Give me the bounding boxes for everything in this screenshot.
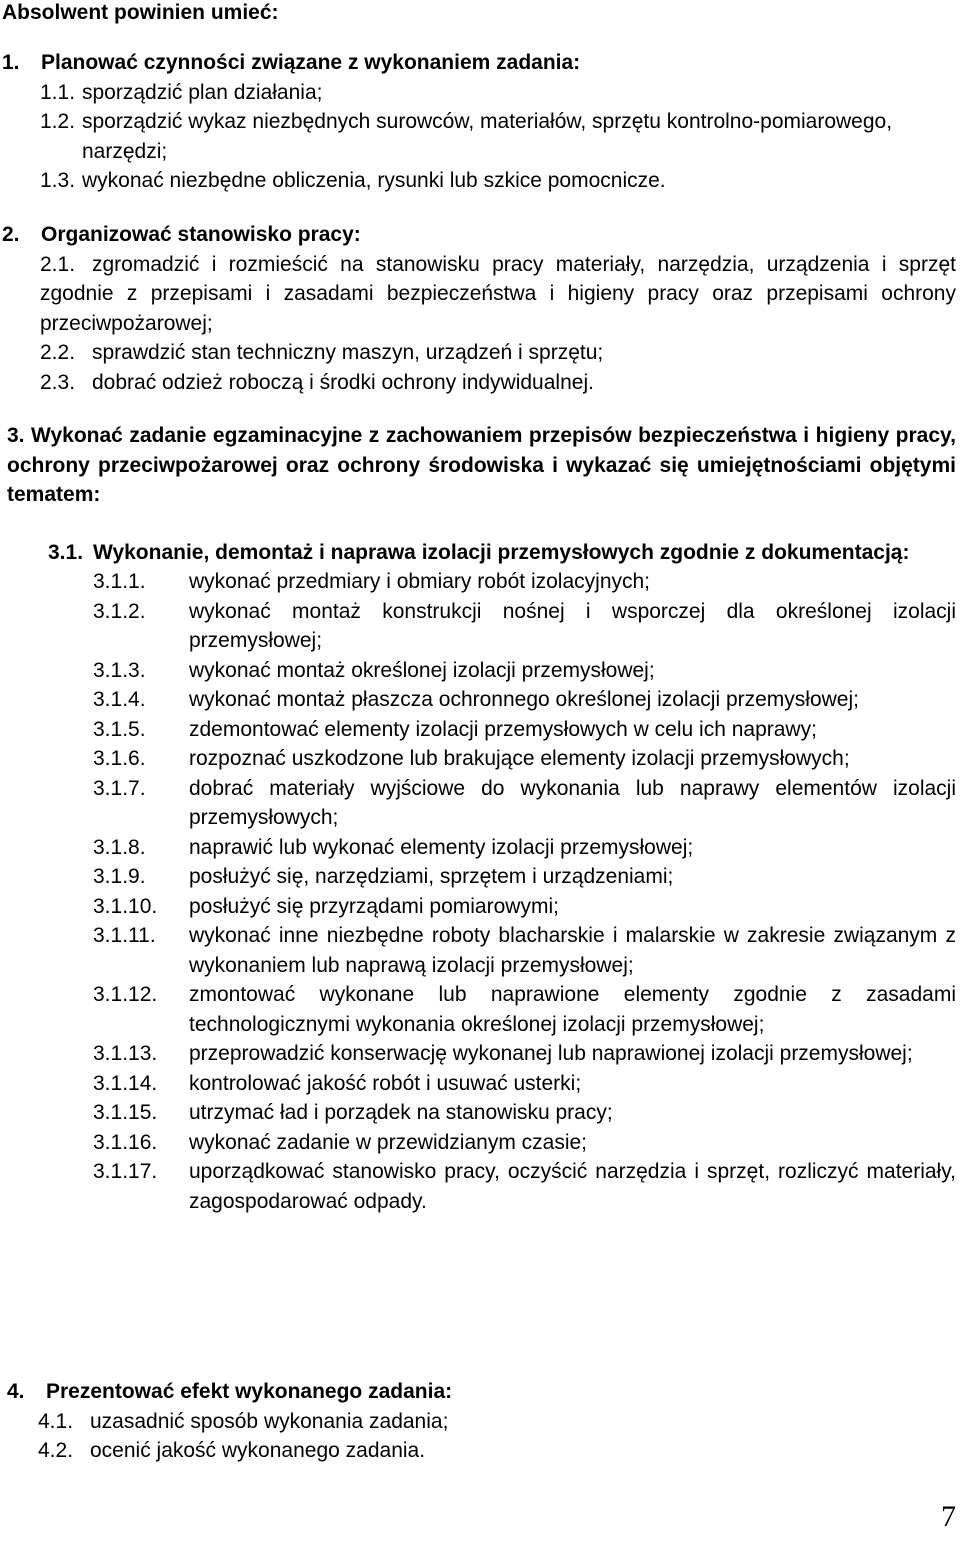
item-text: dobrać odzież roboczą i środki ochrony indywidualnej. (92, 370, 594, 394)
item-text: rozpoznać uszkodzone lub brakujące elementy izolacji przemysłowych; (189, 747, 850, 770)
list-item (0, 250, 956, 339)
section-1-title: Planować czynności związane z wykonaniem zadania: (41, 51, 581, 74)
item-number: 4.2. (38, 1439, 74, 1462)
item-text: posłużyć się przyrządami pomiarowymi; (189, 894, 559, 918)
item-text: kontrolować jakość robót i usuwać usterki; (189, 1071, 582, 1095)
subsection-number: 3.1. (48, 540, 84, 564)
list-item (93, 774, 956, 833)
section-1-title-row (0, 48, 956, 78)
section-3-number: 3. (7, 424, 25, 447)
document-heading: Absolwent powinien umieć: (2, 1, 279, 24)
item-text: uporządkować stanowisko pracy, oczyścić narzędzia i sprzęt, rozliczyć materiały, zagospodarować odpady. (189, 1160, 956, 1213)
section-4 (0, 1377, 956, 1466)
item-text: sporządzić wykaz niezbędnych surowców, materiałów, sprzętu kontrolno-pomiarowego, narzędzi; (82, 110, 893, 163)
section-2-title: Organizować stanowisko pracy: (41, 223, 361, 246)
item-text: zgromadzić i rozmieścić na stanowisku pracy materiały, narzędzia, urządzenia i sprzęt zgodnie z przepisami i zasadami bezpieczeństwa i higieny pracy oraz przepisami ochrony przeciwpożarowej; (40, 252, 956, 335)
section-4-title: Prezentować efekt wykonanego zadania: (46, 1380, 453, 1403)
section-4-title-row (0, 1377, 956, 1407)
list-item (93, 1039, 956, 1069)
item-text: zmontować wykonane lub naprawione elementy zgodnie z zasadami technologicznymi wykonania określonej izolacji przemysłowej; (189, 983, 956, 1036)
section-2-number: 2. (2, 223, 20, 246)
item-number: 3.1.17. (93, 1160, 158, 1183)
item-text: wykonać niezbędne obliczenia, rysunki lub szkice pomocnicze. (82, 169, 666, 192)
list-item (93, 1128, 956, 1158)
item-text: posłużyć się, narzędziami, sprzętem i urządzeniami; (189, 865, 674, 888)
list-item (93, 862, 956, 892)
item-text: uzasadnić sposób wykonania zadania; (90, 1409, 449, 1433)
item-text: wykonać przedmiary i obmiary robót izolacyjnych; (189, 570, 651, 593)
item-number: 3.1.13. (93, 1042, 158, 1065)
list-item (0, 107, 956, 166)
item-text: dobrać materiały wyjściowe do wykonania lub naprawy elementów izolacji przemysłowych; (189, 776, 956, 829)
list-item (0, 78, 956, 108)
item-text: utrzymać ład i porządek na stanowisku pracy; (189, 1101, 613, 1124)
item-text: ocenić jakość wykonanego zadania. (90, 1439, 426, 1462)
subsection-items (0, 567, 956, 1216)
item-number: 3.1.5. (93, 717, 146, 741)
item-number: 3.1.6. (93, 747, 146, 770)
list-item (93, 567, 956, 597)
subsection-title: Wykonanie, demontaż i naprawa izolacji przemysłowych zgodnie z dokumentacją: (93, 540, 910, 564)
list-item (93, 980, 956, 1039)
item-text: wykonać montaż konstrukcji nośnej i wsporczej dla określonej izolacji przemysłowej; (189, 599, 956, 652)
list-item (0, 1407, 956, 1437)
item-number: 2.3. (40, 370, 76, 394)
section-3 (0, 421, 956, 1216)
item-text: wykonać montaż płaszcza ochronnego określonej izolacji przemysłowej; (189, 688, 859, 711)
item-number: 1.3. (40, 169, 76, 192)
item-number: 3.1.2. (93, 599, 146, 623)
item-text: wykonać montaż określonej izolacji przemysłowej; (189, 658, 655, 682)
subsection-3-1-title-row (0, 538, 956, 568)
item-number: 3.1.12. (93, 983, 158, 1006)
list-item (93, 921, 956, 980)
item-text: sprawdzić stan techniczny maszyn, urządzeń i sprzętu; (92, 341, 604, 364)
item-number: 3.1.8. (93, 835, 146, 859)
list-item (93, 1157, 956, 1216)
item-number: 1.2. (40, 110, 76, 133)
item-number: 3.1.4. (93, 688, 146, 711)
item-text: naprawić lub wykonać elementy izolacji przemysłowej; (189, 835, 694, 859)
item-number: 2.2. (40, 341, 76, 364)
list-item (0, 166, 956, 196)
list-item (93, 1098, 956, 1128)
item-number: 3.1.3. (93, 658, 146, 682)
section-1-number: 1. (2, 51, 20, 74)
section-1 (0, 48, 956, 196)
item-number: 3.1.10. (93, 894, 158, 918)
section-4-number: 4. (7, 1380, 25, 1403)
list-item (0, 1436, 956, 1466)
list-item (93, 744, 956, 774)
list-item (93, 892, 956, 922)
item-number: 3.1.9. (93, 865, 146, 888)
list-item (93, 715, 956, 745)
page-number: 7 (941, 1500, 956, 1533)
item-number: 3.1.11. (93, 924, 156, 947)
item-number: 3.1.14. (93, 1071, 158, 1095)
item-text: przeprowadzić konserwację wykonanej lub naprawionej izolacji przemysłowej; (189, 1042, 913, 1065)
item-text: sporządzić plan działania; (82, 80, 323, 104)
item-text: wykonać zadanie w przewidzianym czasie; (189, 1130, 588, 1154)
list-item (0, 338, 956, 368)
item-text: zdemontować elementy izolacji przemysłowych w celu ich naprawy; (189, 717, 817, 741)
list-item (93, 1069, 956, 1099)
item-text: wykonać inne niezbędne roboty blacharskie i malarskie w zakresie związanym z wykonaniem lub naprawą izolacji przemysłowej; (189, 924, 956, 977)
section-2 (0, 220, 956, 397)
item-number: 2.1. (40, 252, 76, 276)
list-item (0, 368, 956, 398)
item-number: 1.1. (40, 80, 76, 104)
list-item (93, 656, 956, 686)
section-3-title-row (0, 421, 956, 510)
list-item (93, 833, 956, 863)
list-item (93, 597, 956, 656)
item-number: 4.1. (38, 1409, 74, 1433)
item-number: 3.1.1. (93, 570, 146, 593)
section-3-title: Wykonać zadanie egzaminacyjne z zachowaniem przepisów bezpieczeństwa i higieny pracy, ochrony przeciwpożarowej oraz ochrony środowiska i wykazać się umiejętnościami objętymi tematem: (7, 424, 956, 506)
item-number: 3.1.16. (93, 1130, 158, 1154)
item-number: 3.1.15. (93, 1101, 158, 1124)
item-number: 3.1.7. (93, 776, 146, 800)
section-2-title-row (0, 220, 956, 250)
list-item (93, 685, 956, 715)
